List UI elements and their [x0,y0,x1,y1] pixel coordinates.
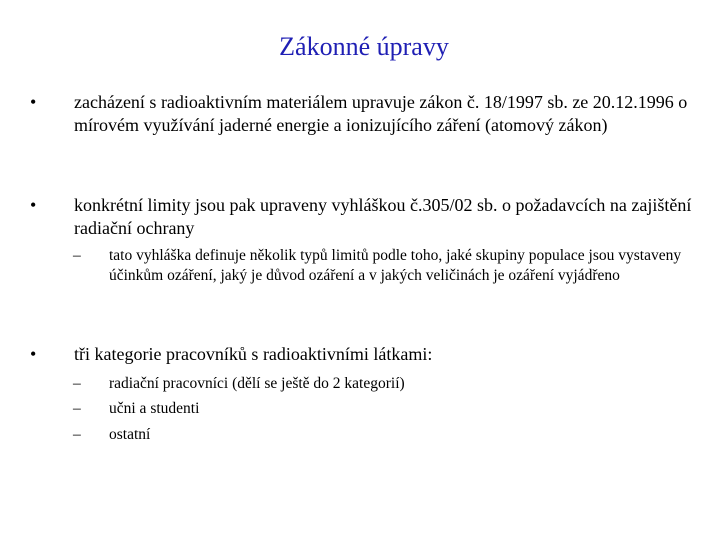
sub-bullet-marker: – [73,375,81,392]
bullet-marker: • [30,195,37,215]
sub-bullet-text: tato vyhláška definuje několik typů limitů podle toho, jaké skupiny populace jsou vystaveny účinkům ozáření, jaký je důvod ozáření a v jakých veličinách je ozáření vyjádřeno [109,247,682,284]
slide-title: Zákonné úpravy [279,32,449,61]
sub-bullet-text: učni a studenti [109,400,200,417]
sub-bullet-marker: – [73,426,81,443]
sub-bullet-text: radiační pracovníci (dělí se ještě do 2 kategorií) [109,375,405,392]
sub-bullet-text: ostatní [109,426,151,443]
bullet-text: tři kategorie pracovníků s radioaktivními látkami: [74,344,433,364]
bullet-marker: • [30,344,37,364]
bullet-marker: • [30,92,37,112]
sub-bullet-marker: – [73,400,81,417]
bullet-text: zacházení s radioaktivním materiálem upravuje zákon č. 18/1997 sb. ze 20.12.1996 o mírovém využívání jaderné energie a ionizujícího záření (atomový zákon) [74,92,688,135]
bullet-text: konkrétní limity jsou pak upraveny vyhláškou č.305/02 sb. o požadavcích na zajištění radiační ochrany [74,195,692,238]
sub-bullet-marker: – [73,247,81,264]
